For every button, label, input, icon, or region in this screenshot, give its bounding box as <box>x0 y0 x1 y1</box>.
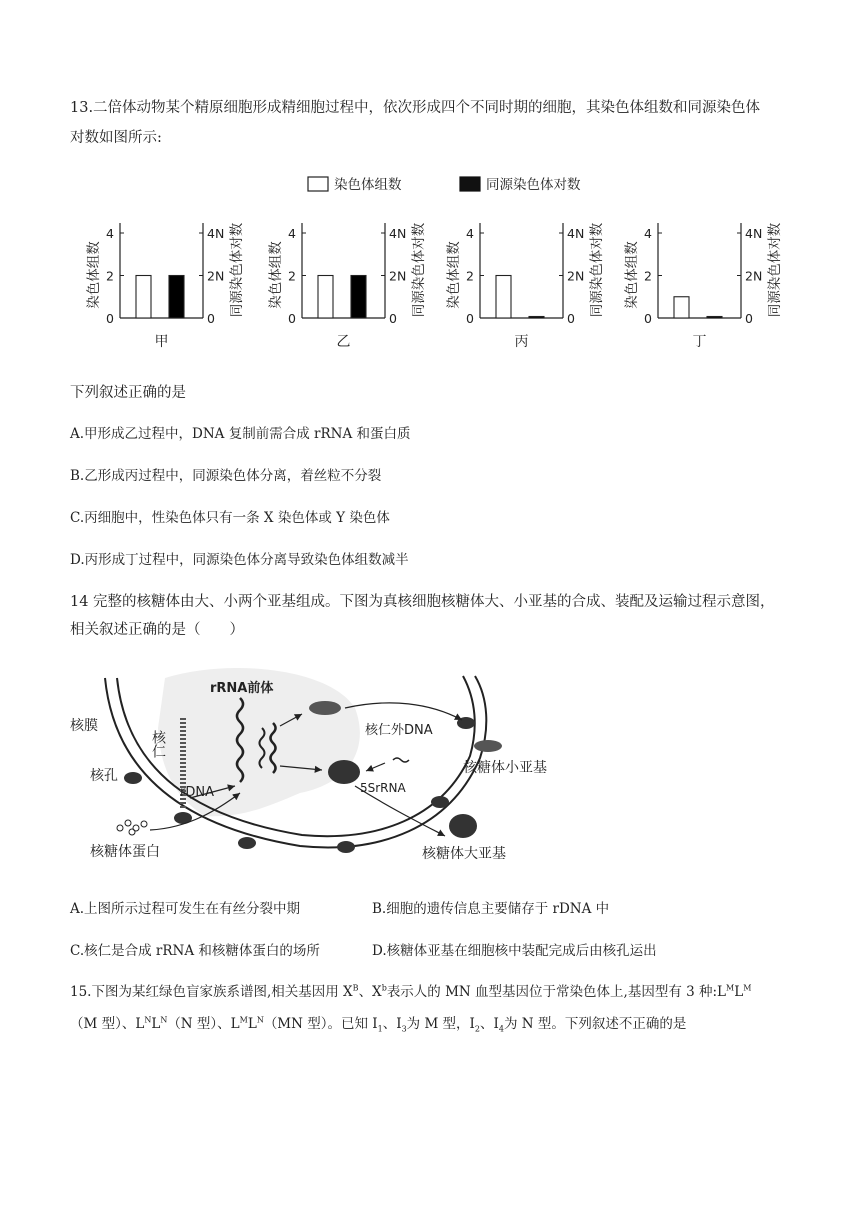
y-tick-label-right: 4N <box>567 226 585 241</box>
y-tick-label-right: 4N <box>389 226 407 241</box>
y-tick-label-left: 2 <box>644 268 652 284</box>
bar-homologous-pairs <box>169 276 184 319</box>
label-large-subunit: 核糖体大亚基 <box>422 846 506 862</box>
y-axis-label-left: 染色体组数 <box>86 241 102 309</box>
q14-stem-line2: 相关叙述正确的是（ ） <box>70 622 244 638</box>
q13-option-c: C.丙细胞中，性染色体只有一条 X 染色体或 Y 染色体 <box>70 510 390 526</box>
label-rdna: rDNA <box>180 785 214 800</box>
bar-chromosome-sets <box>674 297 689 318</box>
q13-option-b: B.乙形成丙过程中，同源染色体分离，着丝粒不分裂 <box>70 468 382 484</box>
category-label: 甲 <box>154 334 169 350</box>
y-axis-label-right: 同源染色体对数 <box>229 222 245 318</box>
y-axis-label-right: 同源染色体对数 <box>589 222 605 318</box>
y-tick-label-left: 0 <box>288 311 296 326</box>
y-tick-label-right: 4N <box>745 226 763 241</box>
q13-stem-line1: 13.二倍体动物某个精原细胞形成精细胞过程中，依次形成四个不同时期的细胞，其染色体组数和同源染色体 <box>70 100 761 116</box>
y-tick-label-right: 0 <box>207 311 215 326</box>
q13-bar-charts <box>0 165 860 365</box>
q14-stem-line1: 14 完整的核糖体由大、小两个亚基组成。下图为真核细胞核糖体大、小亚基的合成、装配及运输过程示意图， <box>70 594 775 610</box>
y-tick-label-left: 4 <box>106 226 114 241</box>
y-axis-label-left: 染色体组数 <box>446 241 462 309</box>
nuclear-pore <box>431 796 449 808</box>
y-tick-label-right: 0 <box>567 311 575 326</box>
legend-swatch-black <box>460 177 480 191</box>
chart-legend <box>308 176 581 193</box>
category-label: 丙 <box>514 334 529 350</box>
bar-homologous-pairs <box>351 276 366 319</box>
arrow-small-out <box>345 703 462 720</box>
label-ribosomal-protein: 核糖体蛋白 <box>90 844 160 860</box>
arrow-5s-to-large <box>366 763 385 771</box>
q15-stem-line1: 15.下图为某红绿色盲家族系谱图,相关基因用 $X^B$、$X^b$表示人的 MN 血型基因位于常染色体上,基因型有 3 种$:L^ML^M$ <box>70 983 752 1000</box>
y-tick-label-left: 4 <box>466 226 474 241</box>
label-nuclear-pore: 核孔 <box>90 768 118 784</box>
y-tick-label-left: 2 <box>106 268 114 284</box>
large-subunit-cytoplasm <box>449 814 477 838</box>
y-tick-label-right: 2N <box>745 268 763 284</box>
q15-stem-line2: （M 型）、$L^NL^N(N$ 型）、$L^ML^N(MN$ 型）。已知 $I_1$、$I_3$为 M 型，$I_2$、$I_4$为 N 型。下列叙述不正确的是 <box>70 1015 687 1034</box>
category-label: 丁 <box>692 334 707 350</box>
label-extra-nucleolar-dna: 核仁外DNA <box>365 723 433 738</box>
q13-stem-line2: 对数如图所示: <box>70 130 162 146</box>
large-subunit-in-nucleus <box>328 760 360 784</box>
y-tick-label-left: 0 <box>644 311 652 326</box>
bar-chromosome-sets <box>136 276 151 319</box>
y-tick-label-left: 2 <box>288 268 296 284</box>
nuclear-pore <box>238 837 256 849</box>
label-rrna-precursor: rRNA前体 <box>210 681 274 696</box>
label-5s-rrna: 5SrRNA <box>360 781 406 795</box>
q13-question-intro: 下列叙述正确的是 <box>70 385 186 401</box>
legend-label-pairs: 同源染色体对数 <box>486 177 581 193</box>
label-nucleolus: 核仁 <box>150 730 166 758</box>
y-tick-label-left: 4 <box>644 226 652 241</box>
y-tick-label-right: 0 <box>389 311 397 326</box>
q14-option-c: C.核仁是合成 rRNA 和核糖体蛋白的场所 <box>70 943 320 959</box>
q13-option-d: D.丙形成丁过程中，同源染色体分离导致染色体组数减半 <box>70 552 409 568</box>
five-s-rrna-strand <box>393 758 409 762</box>
small-subunit-cytoplasm <box>474 740 502 752</box>
y-tick-label-left: 2 <box>466 268 474 284</box>
bar-chromosome-sets <box>496 276 511 319</box>
label-small-subunit: 核糖体小亚基 <box>463 760 547 776</box>
y-tick-label-left: 4 <box>288 226 296 241</box>
nuclear-pore <box>337 841 355 853</box>
label-nuclear-envelope: 核膜 <box>70 718 98 734</box>
category-label: 乙 <box>336 334 351 350</box>
y-tick-label-right: 2N <box>207 268 225 284</box>
bar-homologous-pairs <box>707 317 722 319</box>
q13-option-a: A.甲形成乙过程中，DNA 复制前需合成 rRNA 和蛋白质 <box>70 426 411 442</box>
y-tick-label-right: 4N <box>207 226 225 241</box>
y-axis-label-right: 同源染色体对数 <box>767 222 783 318</box>
y-tick-label-right: 2N <box>389 268 407 284</box>
q14-option-b: B.细胞的遗传信息主要储存于 rDNA 中 <box>372 901 610 917</box>
y-tick-label-right: 2N <box>567 268 585 284</box>
y-tick-label-left: 0 <box>466 311 474 326</box>
small-subunit-in-nucleolus <box>309 701 341 715</box>
nuclear-pore <box>124 772 142 784</box>
bar-chromosome-sets <box>318 276 333 319</box>
q14-option-d: D.核糖体亚基在细胞核中装配完成后由核孔运出 <box>372 943 657 959</box>
legend-label-groups: 染色体组数 <box>334 177 402 193</box>
y-axis-label-left: 染色体组数 <box>624 241 640 309</box>
ribosomal-protein-dot <box>141 821 147 827</box>
y-axis-label-left: 染色体组数 <box>268 241 284 309</box>
ribosome-assembly-diagram <box>0 668 860 888</box>
y-tick-label-left: 0 <box>106 311 114 326</box>
bar-homologous-pairs <box>529 317 544 319</box>
ribosomal-protein-dot <box>125 820 131 826</box>
y-axis-label-right: 同源染色体对数 <box>411 222 427 318</box>
q14-option-a: A.上图所示过程可发生在有丝分裂中期 <box>70 901 301 917</box>
legend-swatch-white <box>308 177 328 191</box>
y-tick-label-right: 0 <box>745 311 753 326</box>
ribosomal-protein-dot <box>129 829 135 835</box>
ribosomal-protein-dot <box>117 825 123 831</box>
